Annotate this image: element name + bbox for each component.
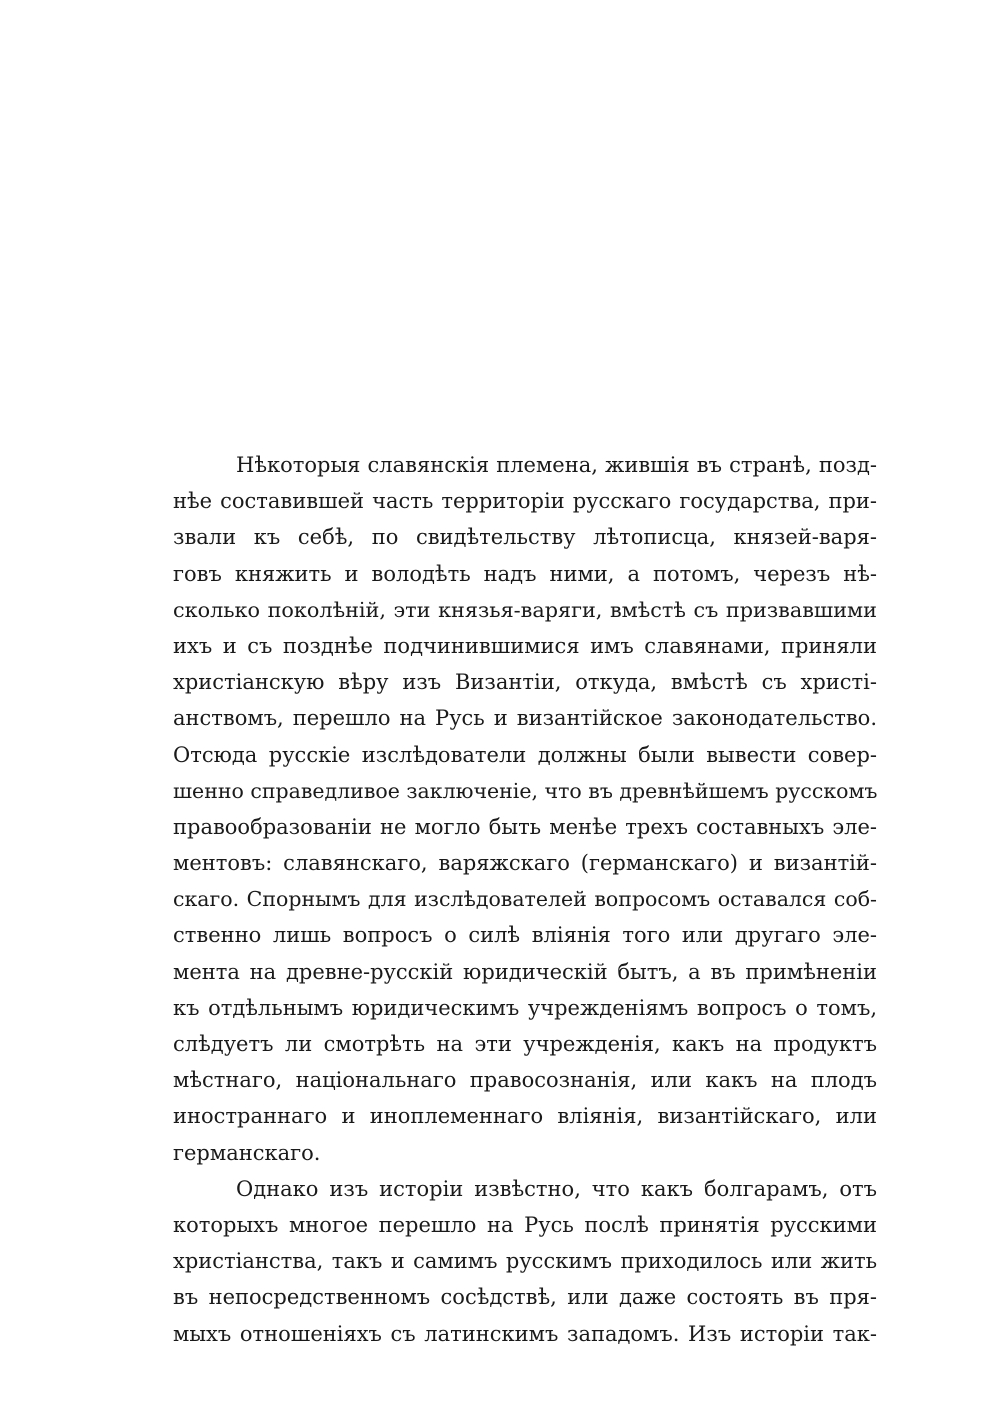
paragraph-1: [173, 447, 877, 1171]
text-line: германскаго.: [173, 1140, 321, 1165]
text-line: иностраннаго и иноплеменнаго вліянія, византійскаго, или: [173, 1104, 877, 1129]
text-line: шенно справедливое заключеніе, что въ древнѣйшемъ русскомъ: [173, 778, 878, 803]
text-line: звали къ себѣ, по свидѣтельству лѣтописца, князей-варя-: [173, 525, 877, 550]
text-line: правообразованіи не могло быть менѣе трехъ составныхъ эле-: [173, 814, 877, 839]
text-line: которыхъ многое перешло на Русь послѣ принятія русскими: [173, 1212, 877, 1237]
text-line: ихъ и съ позднѣе подчинившимися имъ славянами, приняли: [173, 633, 877, 658]
text-line: Однако изъ исторіи извѣстно, что какъ болгарамъ, отъ: [236, 1176, 877, 1201]
text-line: мѣстнаго, національнаго правосознанія, или какъ на плодъ: [173, 1068, 877, 1093]
text-line: христіанства, такъ и самимъ русскимъ приходилось или жить: [173, 1249, 877, 1274]
text-line: ственно лишь вопросъ о силѣ вліянія того или другаго эле-: [173, 923, 877, 948]
text-line: слѣдуетъ ли смотрѣть на эти учрежденія, какъ на продуктъ: [173, 1032, 877, 1056]
text-line: анствомъ, перешло на Русь и византійское законодательство.: [173, 706, 877, 731]
body-text: [173, 447, 877, 1352]
text-line: къ отдѣльнымъ юридическимъ учрежденіямъ вопросъ о томъ,: [173, 995, 877, 1020]
text-line: ментовъ: славянскаго, варяжскаго (германскаго) и византій-: [173, 851, 877, 876]
text-line: скаго. Спорнымъ для изслѣдователей вопросомъ оставался соб-: [173, 887, 877, 912]
text-line: сколько поколѣній, эти князья-варяги, вмѣстѣ съ призвавшими: [173, 597, 877, 622]
text-line: говъ княжить и володѣть надъ ними, а потомъ, черезъ нѣ-: [173, 561, 877, 586]
text-line: христіанскую вѣру изъ Византіи, откуда, вмѣстѣ съ христі-: [173, 670, 877, 695]
text-line: Нѣкоторыя славянскія племена, жившія въ странѣ, позд-: [236, 453, 877, 477]
text-line: въ непосредственномъ сосѣдствѣ, или даже состоять въ пря-: [173, 1285, 877, 1310]
text-line: Отсюда русскіе изслѣдователи должны были вывести совер-: [173, 742, 877, 767]
text-line: мента на древне-русскій юридическій бытъ, а въ примѣненіи: [173, 959, 877, 984]
paragraph-2: [173, 1171, 877, 1352]
text-line: нѣе составившей часть территоріи русскаго государства, при-: [173, 489, 877, 514]
text-line: мыхъ отношеніяхъ съ латинскимъ западомъ. Изъ исторіи так-: [173, 1321, 877, 1346]
